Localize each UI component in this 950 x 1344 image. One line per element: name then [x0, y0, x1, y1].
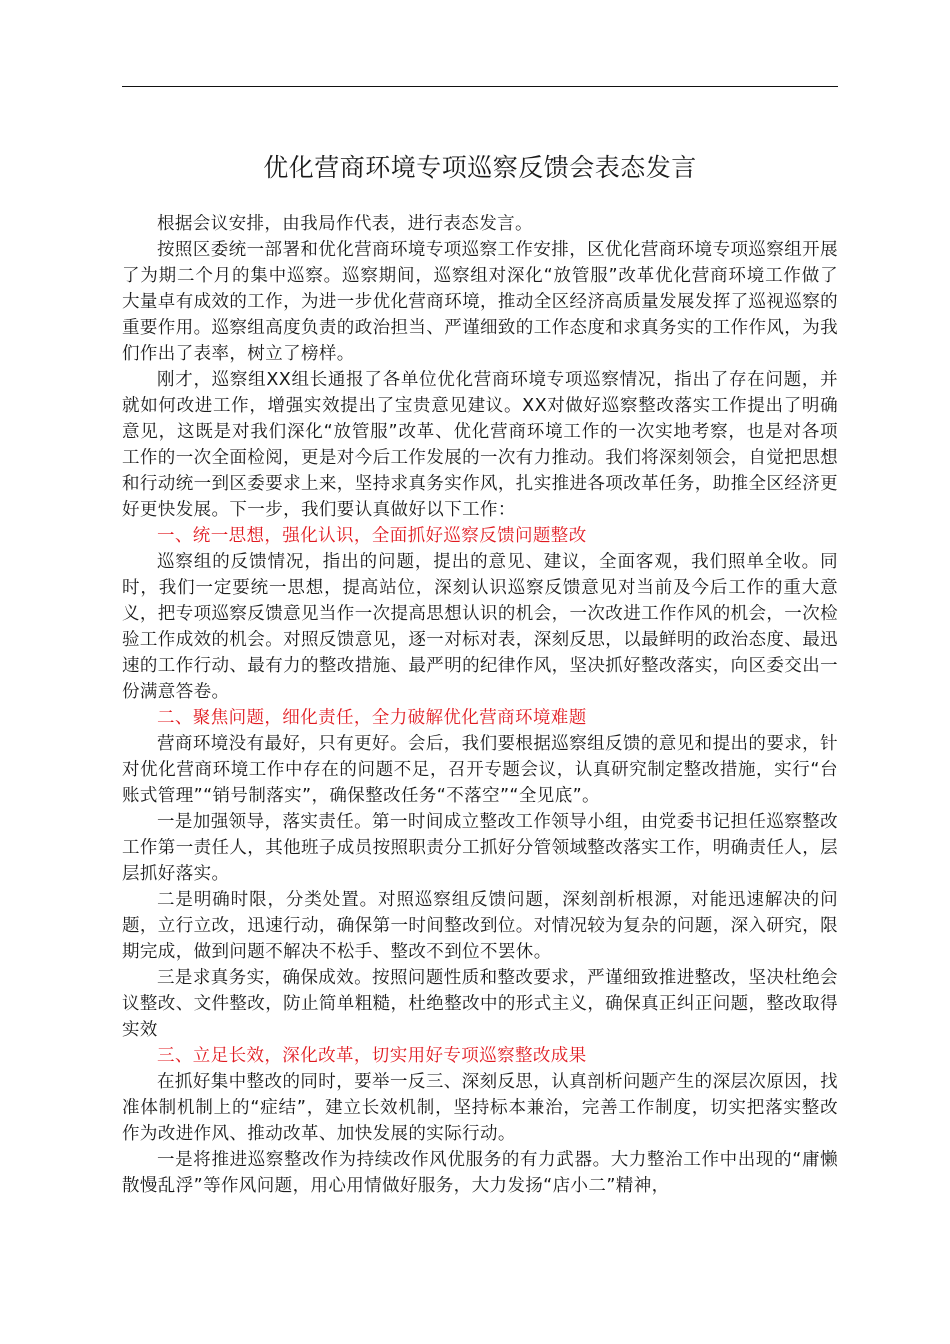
paragraph: 一是将推进巡察整改作为持续改作风优服务的有力武器。大力整治工作中出现的“庸懒散慢乱浮”等作风问题，用心用情做好服务，大力发扬“店小二”精神，	[122, 1150, 838, 1196]
section-heading: 一、统一思想，强化认识，全面抓好巡察反馈问题整改	[157, 526, 587, 546]
document-body	[122, 211, 838, 1199]
paragraph: 在抓好集中整改的同时，要举一反三、深刻反思，认真剖析问题产生的深层次原因，找准体制机制上的“症结”，建立长效机制，坚持标本兼治，完善工作制度，切实把落实整改作为改进作风、推动改革、加快发展的实际行动。	[122, 1072, 838, 1144]
paragraph: 按照区委统一部署和优化营商环境专项巡察工作安排，区优化营商环境专项巡察组开展了为期二个月的集中巡察。巡察期间，巡察组对深化“放管服”改革优化营商环境工作做了大量卓有成效的工作，为进一步优化营商环境，推动全区经济高质量发展发挥了巡视巡察的重要作用。巡察组高度负责的政治担当、严谨细致的工作态度和求真务实的工作作风，为我们作出了表率，树立了榜样。	[122, 240, 838, 364]
paragraph: 一是加强领导，落实责任。第一时间成立整改工作领导小组，由党委书记担任巡察整改工作第一责任人，其他班子成员按照职责分工抓好分管领域整改落实工作，明确责任人，层层抓好落实。	[122, 812, 838, 884]
document-title: 优化营商环境专项巡察反馈会表态发言	[263, 153, 697, 182]
paragraph: 二是明确时限，分类处置。对照巡察组反馈问题，深刻剖析根源，对能迅速解决的问题，立行立改，迅速行动，确保第一时间整改到位。对情况较为复杂的问题，深入研究，限期完成，做到问题不解决不松手、整改不到位不罢休。	[122, 890, 838, 962]
paragraph: 刚才，巡察组XX组长通报了各单位优化营商环境专项巡察情况，指出了存在问题，并就如何改进工作，增强实效提出了宝贵意见建议。XX对做好巡察整改落实工作提出了明确意见，这既是对我们深化“放管服”改革、优化营商环境工作的一次实地考察，也是对各项工作的一次全面检阅，更是对今后工作发展的一次有力推动。我们将深刻领会，自觉把思想和行动统一到区委要求上来，坚持求真务实作风，扎实推进各项改革任务，助推全区经济更好更快发展。下一步，我们要认真做好以下工作：	[122, 370, 838, 520]
paragraph: 根据会议安排，由我局作代表，进行表态发言。	[157, 214, 533, 234]
section-heading: 二、聚焦问题，细化责任，全力破解优化营商环境难题	[157, 708, 587, 728]
header-rule	[122, 86, 838, 87]
paragraph: 三是求真务实，确保成效。按照问题性质和整改要求，严谨细致推进整改，坚决杜绝会议整改、文件整改，防止简单粗糙，杜绝整改中的形式主义，确保真正纠正问题，整改取得实效	[122, 968, 838, 1040]
paragraph: 营商环境没有最好，只有更好。会后，我们要根据巡察组反馈的意见和提出的要求，针对优化营商环境工作中存在的问题不足，召开专题会议，认真研究制定整改措施，实行“台账式管理”“销号制落实”，确保整改任务“不落空”“全见底”。	[122, 734, 838, 806]
section-heading: 三、立足长效，深化改革，切实用好专项巡察整改成果	[157, 1046, 587, 1066]
paragraph: 巡察组的反馈情况，指出的问题，提出的意见、建议，全面客观，我们照单全收。同时，我们一定要统一思想，提高站位，深刻认识巡察反馈意见对当前及今后工作的重大意义，把专项巡察反馈意见当作一次提高思想认识的机会，一次改进工作作风的机会，一次检验工作成效的机会。对照反馈意见，逐一对标对表，深刻反思，以最鲜明的政治态度、最迅速的工作行动、最有力的整改措施、最严明的纪律作风，坚决抓好整改落实，向区委交出一份满意答卷。	[122, 552, 838, 702]
